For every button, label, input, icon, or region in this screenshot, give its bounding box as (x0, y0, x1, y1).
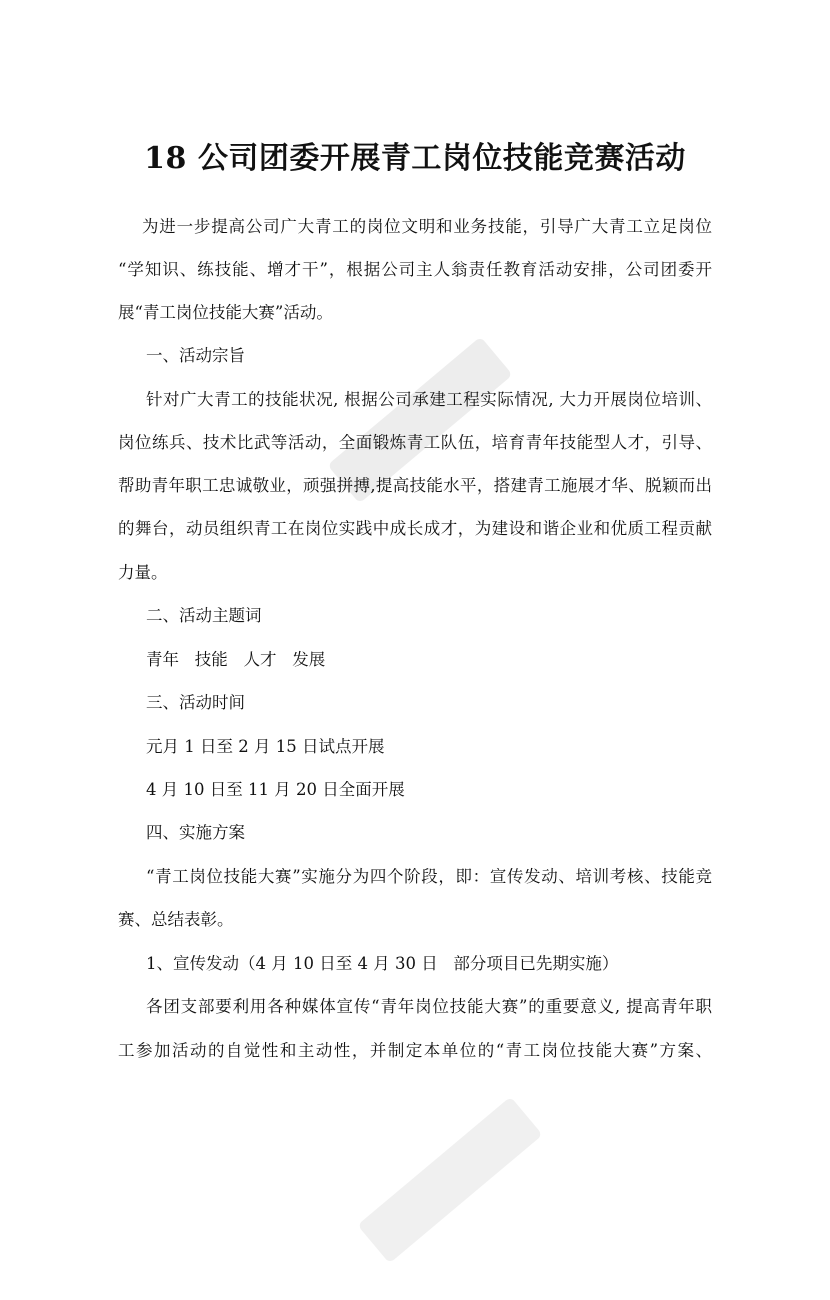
paragraph-line: “学知识、练技能、增才干”，根据公司主人翁责任教育活动安排，公司团委开 (118, 260, 712, 279)
document-title: 18 公司团委开展青工岗位技能竞赛活动 (144, 141, 686, 176)
paragraph-line: 1、宣传发动（4 月 10 日至 4 月 30 日 部分项目已先期实施） (146, 954, 619, 973)
section-heading: 四、实施方案 (146, 823, 245, 842)
paragraph-line: 力量。 (118, 563, 168, 582)
paragraph-line: 展“青工岗位技能大赛”活动。 (118, 303, 333, 322)
section-heading: 一、活动宗旨 (146, 346, 245, 365)
paragraph-line: 4 月 10 日至 11 月 20 日全面开展 (146, 780, 405, 799)
paragraph-line: 工参加活动的自觉性和主动性，并制定本单位的“青工岗位技能大赛”方案、 (118, 1041, 712, 1060)
section-heading: 二、活动主题词 (146, 606, 262, 625)
paragraph-line: 青年 技能 人才 发展 (146, 650, 326, 669)
paragraph-line: 赛、总结表彰。 (118, 910, 234, 929)
paragraph-line: 元月 1 日至 2 月 15 日试点开展 (146, 737, 385, 756)
paragraph-line: “青工岗位技能大赛”实施分为四个阶段，即：宣传发动、培训考核、技能竞 (146, 867, 712, 886)
paragraph-line: 的舞台，动员组织青工在岗位实践中成长成才，为建设和谐企业和优质工程贡献 (118, 519, 712, 538)
paragraph-line: 为进一步提高公司广大青工的岗位文明和业务技能，引导广大青工立足岗位 (142, 217, 712, 236)
paragraph-line: 各团支部要利用各种媒体宣传“青年岗位技能大赛”的重要意义, 提高青年职 (146, 997, 712, 1016)
paragraph-line: 针对广大青工的技能状况, 根据公司承建工程实际情况, 大力开展岗位培训、 (146, 390, 712, 409)
paragraph-line: 帮助青年职工忠诚敬业，顽强拼搏,提高技能水平，搭建青工施展才华、脱颖而出 (118, 476, 712, 495)
section-heading: 三、活动时间 (146, 693, 245, 712)
paragraph-line: 岗位练兵、技术比武等活动，全面锻炼青工队伍，培育青年技能型人才，引导、 (118, 433, 712, 452)
